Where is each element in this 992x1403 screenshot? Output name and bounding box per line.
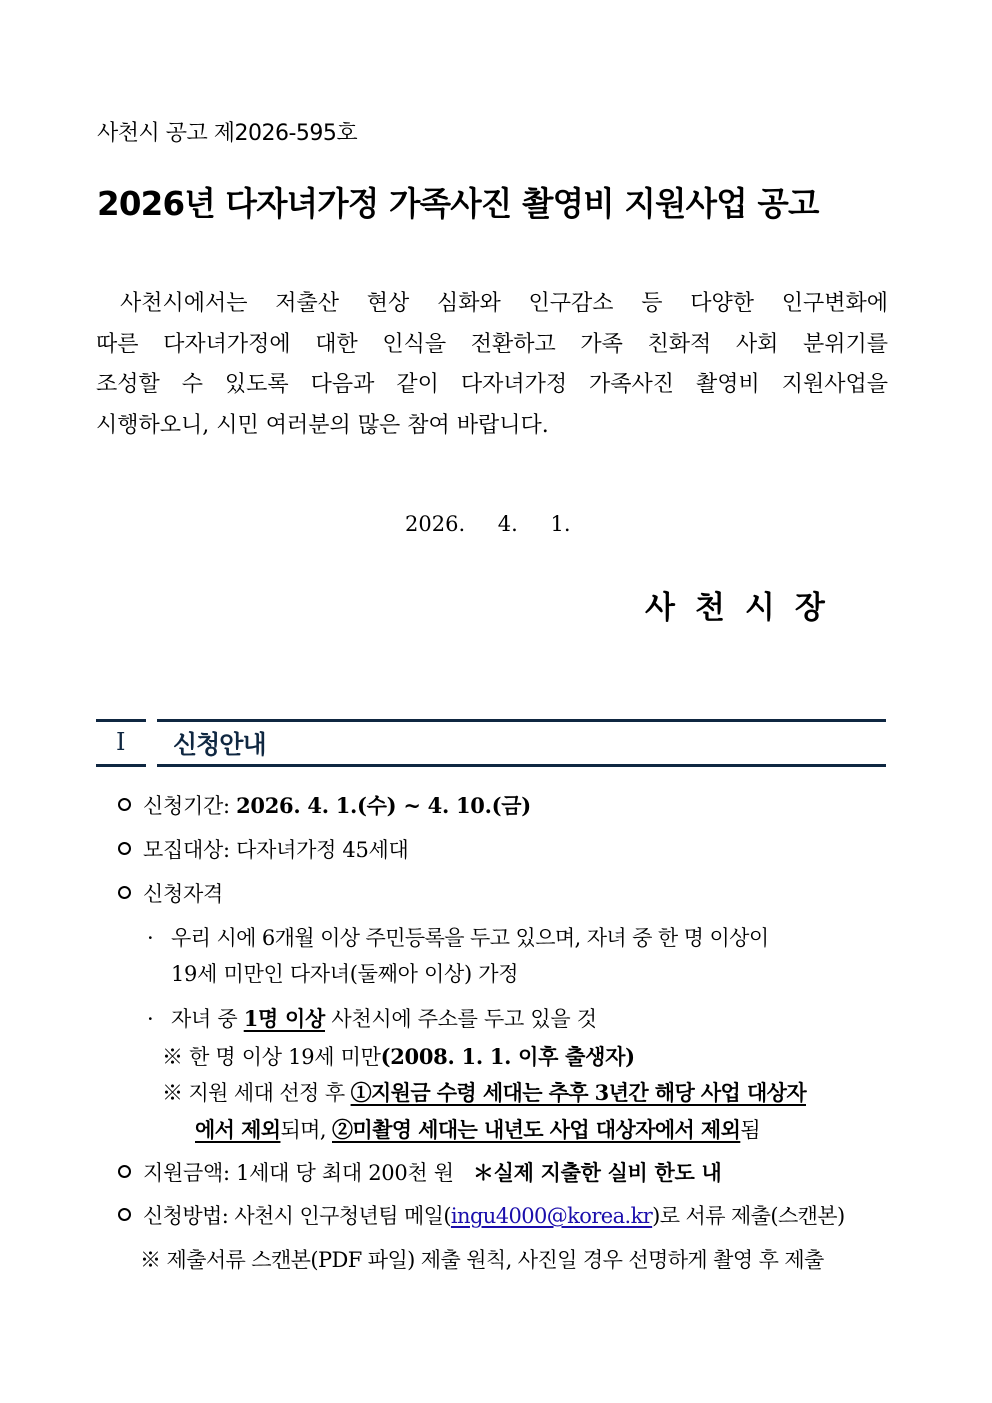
page-title: 2026년 다자녀가정 가족사진 촬영비 지원사업 공고 — [97, 184, 819, 223]
intro-line: 사천시에서는 저출산 현상 심화와 인구감소 등 다양한 인구변화에 — [120, 291, 888, 316]
intro-line: 조성할 수 있도록 다음과 같이 다자녀가정 가족사진 촬영비 지원사업을 — [96, 372, 888, 397]
item-value: 다자녀가정 45세대 — [236, 838, 409, 862]
emphasis-text: 1명 이상 — [243, 1006, 325, 1031]
intro-line: 시행하오니, 시민 여러분의 많은 참여 바랍니다. — [96, 412, 549, 438]
eligibility-bullet-1: · 우리 시에 6개월 이상 주민등록을 두고 있으며, 자녀 중 한 명 이상이 — [147, 926, 769, 950]
eligibility-note-2-cont: 에서 제외되며, ②미촬영 세대는 내년도 사업 대상자에서 제외됨 — [195, 1117, 760, 1142]
emphasis-text: ①지원금 수령 세대는 추후 3년간 해당 사업 대상자 — [350, 1080, 806, 1105]
section-divider — [157, 719, 886, 722]
intro-paragraph — [96, 284, 888, 446]
emphasis-text: ②미촬영 세대는 내년도 사업 대상자에서 제외 — [332, 1117, 741, 1142]
item-label: 신청방법: — [143, 1204, 229, 1228]
eligibility-note-2: ※ 지원 세대 선정 후 ①지원금 수령 세대는 추후 3년간 해당 사업 대상자 — [162, 1080, 806, 1105]
eligibility-note-1: ※ 한 명 이상 19세 미만(2008. 1. 1. 이후 출생자) — [162, 1044, 635, 1069]
list-item-method: 신청방법: 사천시 인구청년팀 메일(ingu4000@korea.kr)로 서류 제출(스캔본) — [118, 1200, 845, 1230]
item-value: 1세대 당 최대 200천 원 — [236, 1161, 454, 1185]
item-label: 지원금액: — [143, 1161, 230, 1185]
section-number: Ⅰ — [116, 728, 126, 756]
circle-bullet-icon — [118, 842, 131, 855]
emphasis-text: (2008. 1. 1. 이후 출생자) — [380, 1044, 635, 1069]
method-note: ※ 제출서류 스캔본(PDF 파일) 제출 원칙, 사진일 경우 선명하게 촬영 후 제출 — [140, 1248, 824, 1272]
emphasis-text: ＊실제 지출한 실비 한도 내 — [472, 1160, 722, 1185]
emphasis-text: 에서 제외 — [195, 1117, 281, 1142]
list-item-eligibility — [118, 878, 223, 908]
circle-bullet-icon — [118, 1208, 131, 1221]
section-title: 신청안내 — [173, 730, 266, 759]
list-item-amount — [118, 1157, 722, 1187]
item-value: 2026. 4. 1.(수) ~ 4. 10.(금) — [236, 793, 531, 818]
item-label: 모집대상: — [143, 838, 230, 862]
notice-date: 2026. 4. 1. — [405, 512, 571, 536]
eligibility-bullet-1-cont: 19세 미만인 다자녀(둘째아 이상) 가정 — [171, 962, 519, 986]
middle-dot-icon: · — [147, 926, 154, 950]
section-divider — [96, 764, 146, 767]
notice-number: 사천시 공고 제2026-595호 — [97, 121, 358, 146]
circle-bullet-icon — [118, 1165, 131, 1178]
intro-line: 따른 다자녀가정에 대한 인식을 전환하고 가족 친화적 사회 분위기를 — [96, 331, 888, 357]
list-item-target — [118, 834, 409, 864]
item-label: 신청자격 — [143, 882, 223, 906]
middle-dot-icon: · — [147, 1007, 154, 1031]
section-divider — [157, 764, 886, 767]
section-divider — [96, 719, 146, 722]
circle-bullet-icon — [118, 798, 131, 811]
signer: 사천시장 — [645, 590, 845, 626]
circle-bullet-icon — [118, 886, 131, 899]
email-link[interactable]: ingu4000@korea.kr — [450, 1204, 653, 1228]
list-item-period — [118, 790, 531, 820]
eligibility-bullet-2: · 자녀 중 1명 이상 사천시에 주소를 두고 있을 것 — [147, 1006, 597, 1031]
item-label: 신청기간: — [143, 794, 230, 818]
